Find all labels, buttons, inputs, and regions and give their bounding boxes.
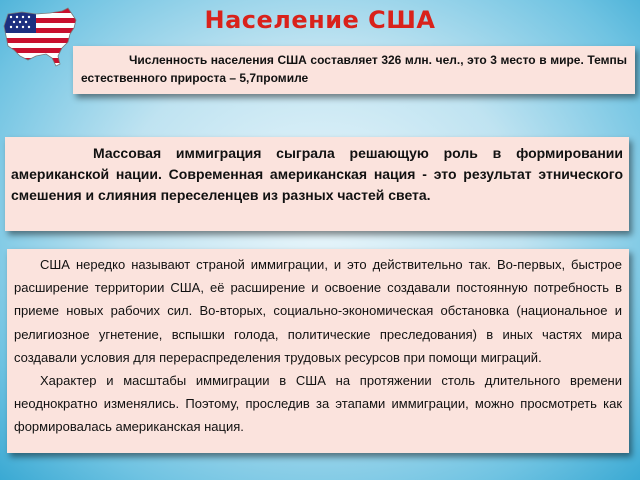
immigration-paragraph-2: Характер и масштабы иммиграции в США на протяжении столь длительного времени неоднократно изменялись. Поэтому, проследив за этапами иммиграции, можно просмотреть как формировалась американская нация. bbox=[14, 373, 622, 435]
immigration-role-text: Массовая иммиграция сыграла решающую роль в формировании американской нации. Современная американская нация - это результат этнического смешения и слияния переселенцев из разных частей света. bbox=[11, 145, 623, 203]
immigration-role-box bbox=[5, 137, 629, 231]
population-box bbox=[73, 46, 635, 94]
immigration-paragraph-1: США нередко называют страной иммиграции, и это действительно так. Во-первых, быстрое расширение территории США, её расширение и освоение создавали постоянную потребность в приеме новых рабочих сил. Во-вторых, социально-экономическая обстановка (национальное и религиозное угнетение, вспышки голода, политические преследования) в иных частях мира создавали условия для перераспределения трудовых ресурсов при помощи миграций. bbox=[14, 257, 622, 365]
slide-title: Население США bbox=[204, 6, 436, 34]
immigration-details-box bbox=[7, 249, 629, 453]
population-text: Численность населения США составляет 326 млн. чел., это 3 место в мире. Темпы естественного прироста – 5,7промиле bbox=[81, 53, 627, 85]
